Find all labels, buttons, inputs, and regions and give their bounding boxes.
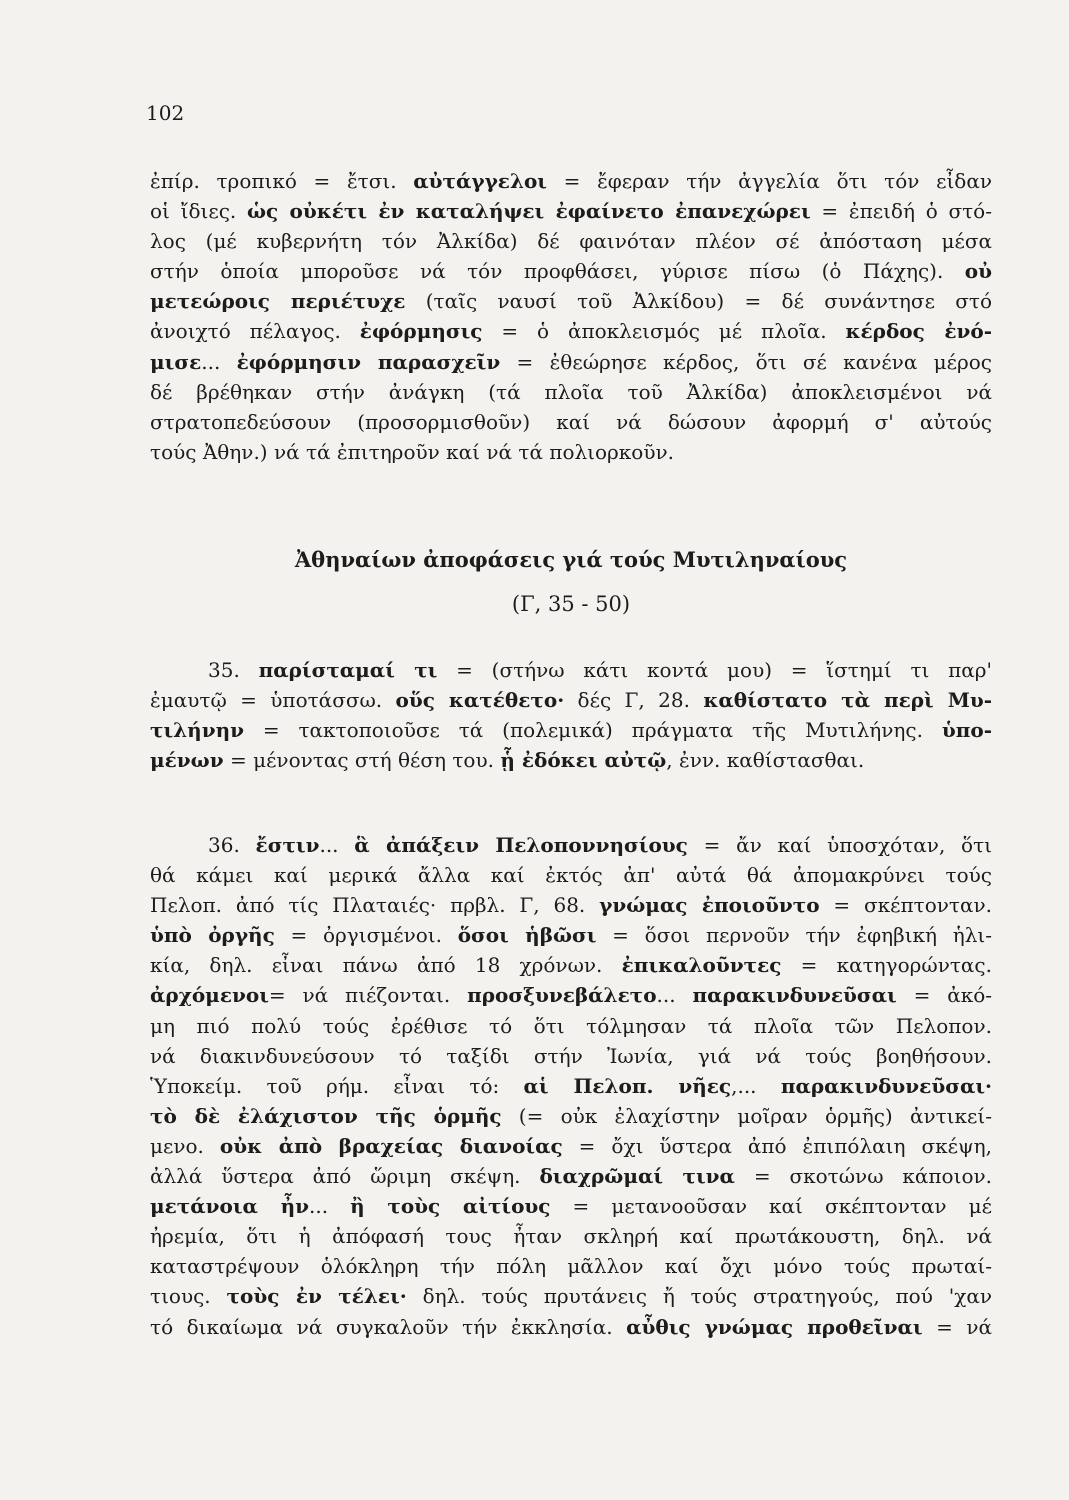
lemma-term: μετεώροις περιέτυχε: [150, 289, 406, 314]
gloss-text: τιους.: [150, 1284, 227, 1309]
gloss-text: (ταῖς ναυσί τοῦ Ἀλκίδου) = δέ συνάντησε στό: [405, 289, 992, 314]
gloss-text: μενο.: [150, 1133, 220, 1158]
gloss-text: = κατηγορώντας.: [781, 953, 992, 978]
text-line: [150, 980, 992, 1010]
gloss-text: = ὄχι ὕστερα ἀπό ἐπιπόλαιη σκέψη,: [562, 1133, 992, 1158]
lemma-term: ὡς οὐκέτι ἐν καταλήψει ἐφαίνετο ἐπανεχώρει: [247, 199, 811, 224]
lemma-term: οὐ: [964, 259, 992, 284]
gloss-text: ἀνοιχτό πέλαγος.: [150, 319, 360, 344]
text-line: [150, 715, 992, 745]
gloss-text: ἠρεμία, ὅτι ἡ ἀπόφασή τους ἦταν σκληρή καί πρωτάκουστη, δηλ. νά: [150, 1224, 992, 1249]
text-line: [150, 196, 992, 226]
gloss-text: = νά πιέζονται.: [268, 983, 468, 1008]
gloss-text: τούς Ἀθην.) νά τά ἐπιτηροῦν καί νά τά πολιορκοῦν.: [150, 439, 675, 464]
text-line: [150, 1071, 992, 1101]
text-line: [150, 166, 992, 196]
lemma-term: αὐτάγγελοι: [413, 169, 547, 193]
gloss-text: (= οὐκ ἐλαχίστην μοῖραν ὁρμῆς) ἀντικεί-: [501, 1103, 992, 1128]
gloss-text: = τακτοποιοῦσε τά (πολεμικά) πράγματα τῆς Μυτιλήνης.: [244, 718, 942, 743]
lemma-term: ᾗ ἐδόκει αὐτῷ: [500, 748, 667, 773]
lemma-term: παρακινδυνεῦσαι·: [780, 1073, 992, 1098]
text-line: [150, 1312, 992, 1342]
gloss-text: κία, δηλ. εἶναι πάνω ἀπό 18 χρόνων.: [150, 953, 622, 978]
text-line: [150, 1191, 992, 1221]
text-line: [150, 1221, 992, 1251]
gloss-text: καταστρέψουν ὁλόκληρη τήν πόλη μᾶλλον καί ὄχι μόνο τούς πρωταί-: [150, 1254, 992, 1279]
gloss-text: ἐμαυτῷ = ὑποτάσσω.: [150, 688, 396, 713]
gloss-text: οἱ ἴδιες.: [150, 199, 247, 224]
text-line: [150, 1011, 992, 1041]
gloss-text: 36.: [208, 833, 256, 857]
text-line: [150, 1281, 992, 1311]
lemma-term: μετάνοια ἦν: [150, 1194, 310, 1219]
commentary-paragraph-1: [150, 166, 992, 467]
gloss-text: ἐπίρ. τροπικό = ἔτσι.: [150, 169, 414, 193]
text-line: [150, 286, 992, 316]
lemma-term: τοὺς ἐν τέλει·: [226, 1284, 407, 1309]
gloss-text: ,...: [731, 1073, 781, 1098]
gloss-text: Ὑποκείμ. τοῦ ρήμ. εἶναι τό:: [150, 1073, 524, 1098]
lemma-term: καθίστατο τὰ περὶ Μυ-: [703, 688, 992, 713]
text-line: [150, 890, 992, 920]
gloss-text: θά κάμει καί μερικά ἄλλα καί ἐκτός ἀπ' αὐτά θά ἀπομακρύνει τούς: [150, 863, 992, 888]
text-line: [150, 226, 992, 256]
text-line: [150, 316, 992, 346]
gloss-text: = ἐπειδή ὁ στό-: [810, 199, 992, 224]
gloss-text: = ὀργισμένοι.: [274, 923, 458, 948]
gloss-text: στρατοπεδεύσουν (προσορμισθοῦν) καί νά δώσουν ἀφορμή σ' αὐτούς: [150, 409, 992, 434]
gloss-text: 35.: [208, 658, 259, 682]
text-line: [150, 860, 992, 890]
lemma-term: τὸ δὲ ἐλάχιστον τῆς ὁρμῆς: [150, 1103, 502, 1128]
page-number: 102: [146, 101, 185, 125]
commentary-paragraph-35: [150, 655, 992, 775]
lemma-term: γνώμας ἐποιοῦντο: [599, 893, 820, 918]
text-line: [150, 655, 992, 685]
text-line: [150, 1131, 992, 1161]
gloss-text: = σκέπτονταν.: [819, 893, 992, 918]
lemma-term: ἔστιν: [255, 833, 320, 857]
lemma-term: μένων: [150, 748, 224, 773]
text-line: [150, 437, 992, 467]
gloss-text: = ἄν καί ὑποσχόταν, ὅτι: [687, 833, 992, 857]
gloss-text: δέ βρέθηκαν στήν ἀνάγκη (τά πλοῖα τοῦ Ἀλκίδα) ἀποκλεισμένοι νά: [150, 379, 992, 404]
lemma-term: τιλήνην: [150, 718, 244, 743]
commentary-paragraph-36: [150, 830, 992, 1342]
lemma-term: αὖθις γνώμας προθεῖναι: [626, 1314, 923, 1339]
gloss-text: λος (μέ κυβερνήτη τόν Ἀλκίδα) δέ φαινόταν πλέον σέ ἀπόσταση μέσα: [150, 229, 992, 254]
lemma-term: ἃ ἀπάξειν Πελοποννησίους: [354, 833, 688, 857]
gloss-text: ἀλλά ὕστερα ἀπό ὥριμη σκέψη.: [150, 1164, 540, 1189]
text-line: [150, 920, 992, 950]
text-line: [150, 347, 992, 377]
lemma-term: οὕς κατέθετο·: [395, 688, 565, 713]
gloss-text: ...: [201, 349, 237, 374]
text-line: [150, 256, 992, 286]
lemma-term: παρίσταμαί τι: [258, 658, 438, 682]
section-heading: Ἀθηναίων ἀποφάσεις γιά τούς Μυτιληναίους: [294, 547, 848, 572]
lemma-term: αἱ Πελοπ. νῆες: [523, 1073, 732, 1098]
lemma-term: ἐφόρμησις: [359, 319, 483, 344]
lemma-term: ὑπὸ ὀργῆς: [150, 923, 275, 948]
text-line: [150, 685, 992, 715]
gloss-text: = ὅσοι περνοῦν τήν ἐφηβική ἡλι-: [596, 923, 992, 948]
lemma-term: ἢ τοὺς αἰτίους: [350, 1194, 551, 1219]
gloss-text: δηλ. τούς πρυτάνεις ἤ τούς στρατηγούς, πού 'χαν: [406, 1284, 992, 1309]
gloss-text: ...: [656, 983, 693, 1008]
gloss-text: , ἐνν. καθίστασθαι.: [666, 748, 865, 773]
gloss-text: νά διακινδυνεύσουν τό ταξίδι στήν Ἰωνία, γιά νά τούς βοηθήσουν.: [150, 1043, 992, 1068]
text-line: [150, 377, 992, 407]
text-line: [150, 407, 992, 437]
gloss-text: ...: [309, 1194, 351, 1219]
gloss-text: = (στήνω κάτι κοντά μου) = ἵστημί τι παρ': [437, 658, 992, 682]
gloss-text: δές Γ, 28.: [564, 688, 704, 713]
lemma-term: παρακινδυνεῦσαι: [692, 983, 897, 1008]
lemma-term: ὅσοι ἡβῶσι: [457, 923, 597, 948]
lemma-term: διαχρῶμαί τινα: [539, 1164, 735, 1189]
lemma-term: ἀρχόμενοι: [150, 983, 269, 1008]
gloss-text: ...: [319, 833, 355, 857]
lemma-term: οὐκ ἀπὸ βραχείας διανοίας: [219, 1133, 563, 1158]
section-reference: (Γ, 35 - 50): [511, 592, 631, 616]
text-line: [150, 1161, 992, 1191]
text-line: [150, 745, 992, 775]
gloss-text: = ὁ ἀποκλεισμός μέ πλοῖα.: [482, 319, 846, 344]
gloss-text: Πελοπ. ἀπό τίς Πλαταιές· πρβλ. Γ, 68.: [150, 893, 600, 918]
gloss-text: = μετανοοῦσαν καί σκέπτονταν μέ: [550, 1194, 992, 1219]
gloss-text: = ἐθεώρησε κέρδος, ὅτι σέ κανένα μέρος: [500, 349, 992, 374]
text-line: [150, 1041, 992, 1071]
text-line: [150, 1251, 992, 1281]
lemma-term: ὑπο-: [941, 718, 992, 743]
lemma-term: κέρδος ἐνό-: [845, 319, 992, 344]
gloss-text: = ἔφεραν τήν ἀγγελία ὅτι τόν εἶδαν: [547, 169, 992, 193]
gloss-text: μη πιό πολύ τούς ἐρέθισε τό ὅτι τόλμησαν τά πλοῖα τῶν Πελοπον.: [150, 1013, 992, 1038]
text-line: [150, 950, 992, 980]
gloss-text: = ἀκό-: [896, 983, 992, 1008]
text-line: [150, 1101, 992, 1131]
lemma-term: μισε: [150, 349, 202, 374]
gloss-text: τό δικαίωμα νά συγκαλοῦν τήν ἐκκλησία.: [150, 1314, 627, 1339]
gloss-text: στήν ὁποία μποροῦσε νά τόν προφθάσει, γύρισε πίσω (ὁ Πάχης).: [150, 259, 965, 284]
gloss-text: = νά: [922, 1314, 992, 1339]
lemma-term: ἐφόρμησιν παρασχεῖν: [236, 349, 501, 374]
lemma-term: ἐπικαλοῦντες: [621, 953, 782, 978]
text-line: [150, 830, 992, 860]
gloss-text: = σκοτώνω κάποιον.: [734, 1164, 992, 1189]
gloss-text: = μένοντας στή θέση του.: [223, 748, 501, 773]
lemma-term: προσξυνεβάλετο: [467, 983, 657, 1008]
